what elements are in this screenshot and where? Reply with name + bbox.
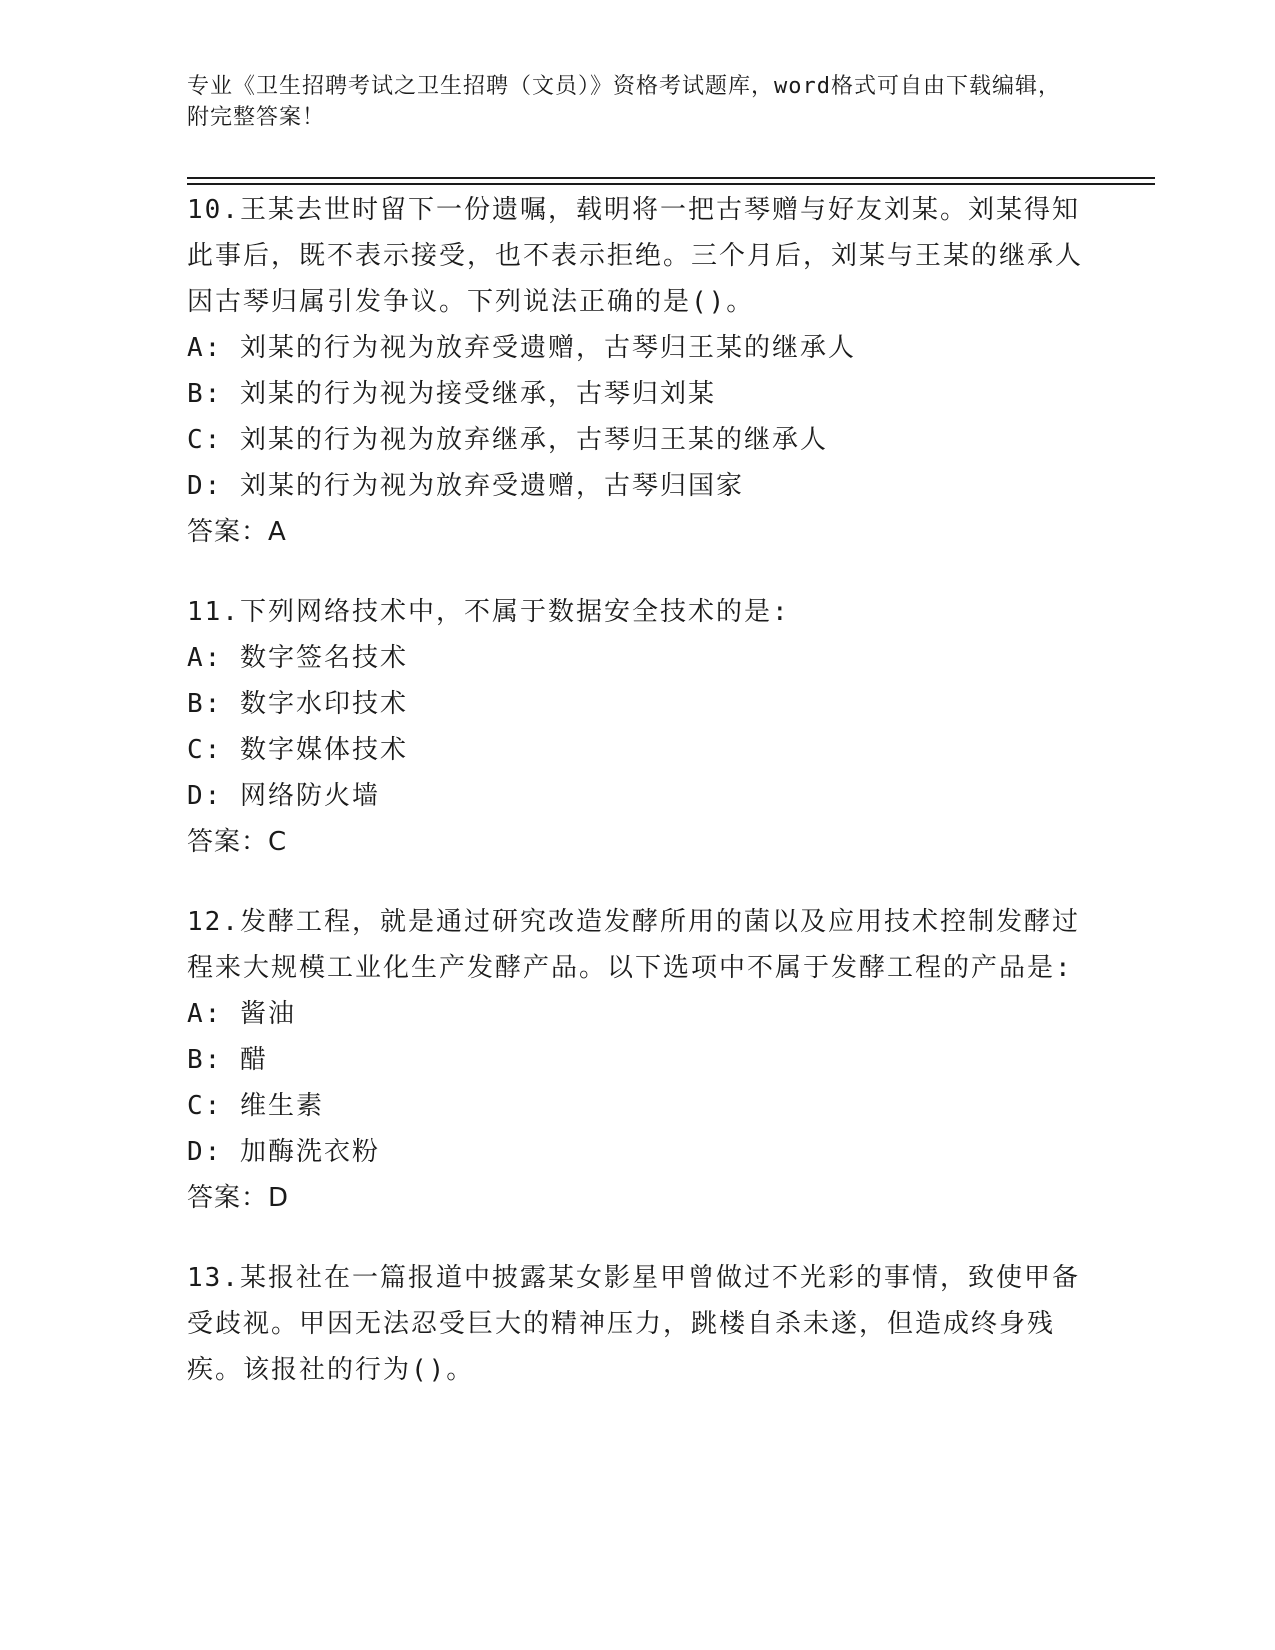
answer-line: 答案：C (187, 827, 288, 857)
option-b: B: 醋 (187, 1045, 268, 1075)
option-b: B: 数字水印技术 (187, 689, 408, 719)
option-d: D: 刘某的行为视为放弃受遗赠，古琴归国家 (187, 471, 744, 501)
option-c: C: 维生素 (187, 1091, 324, 1121)
question-10 (187, 187, 1087, 555)
question-12 (187, 899, 1087, 1221)
option-d: D: 加酶洗衣粉 (187, 1137, 380, 1167)
answer-line: 答案：D (187, 1183, 290, 1213)
question-13 (187, 1255, 1087, 1393)
option-c: C: 刘某的行为视为放弃继承，古琴归王某的继承人 (187, 425, 828, 455)
question-11 (187, 589, 1087, 865)
option-a: A: 刘某的行为视为放弃受遗赠，古琴归王某的继承人 (187, 333, 856, 363)
document-header: 专业《卫生招聘考试之卫生招聘（文员）》资格考试题库，word格式可自由下载编辑，附完整答案！ (187, 74, 1061, 130)
option-d: D: 网络防火墙 (187, 781, 380, 811)
option-c: C: 数字媒体技术 (187, 735, 408, 765)
option-a: A: 酱油 (187, 999, 296, 1029)
question-list (187, 187, 1087, 1393)
header-divider-top (187, 177, 1155, 179)
question-stem: 10.王某去世时留下一份遗嘱，载明将一把古琴赠与好友刘某。刘某得知此事后，既不表示接受，也不表示拒绝。三个月后，刘某与王某的继承人因古琴归属引发争议。下列说法正确的是()。 (187, 195, 1084, 317)
answer-line: 答案：A (187, 517, 287, 547)
question-stem: 11.下列网络技术中，不属于数据安全技术的是: (187, 597, 790, 627)
header-divider-bottom (187, 183, 1155, 185)
question-stem: 12.发酵工程，就是通过研究改造发酵所用的菌以及应用技术控制发酵过程来大规模工业化生产发酵产品。以下选项中不属于发酵工程的产品是: (187, 907, 1080, 983)
question-stem: 13.某报社在一篇报道中披露某女影星甲曾做过不光彩的事情，致使甲备受歧视。甲因无法忍受巨大的精神压力，跳楼自杀未遂，但造成终身残疾。该报社的行为()。 (187, 1263, 1080, 1385)
option-b: B: 刘某的行为视为接受继承，古琴归刘某 (187, 379, 716, 409)
option-a: A: 数字签名技术 (187, 643, 408, 673)
